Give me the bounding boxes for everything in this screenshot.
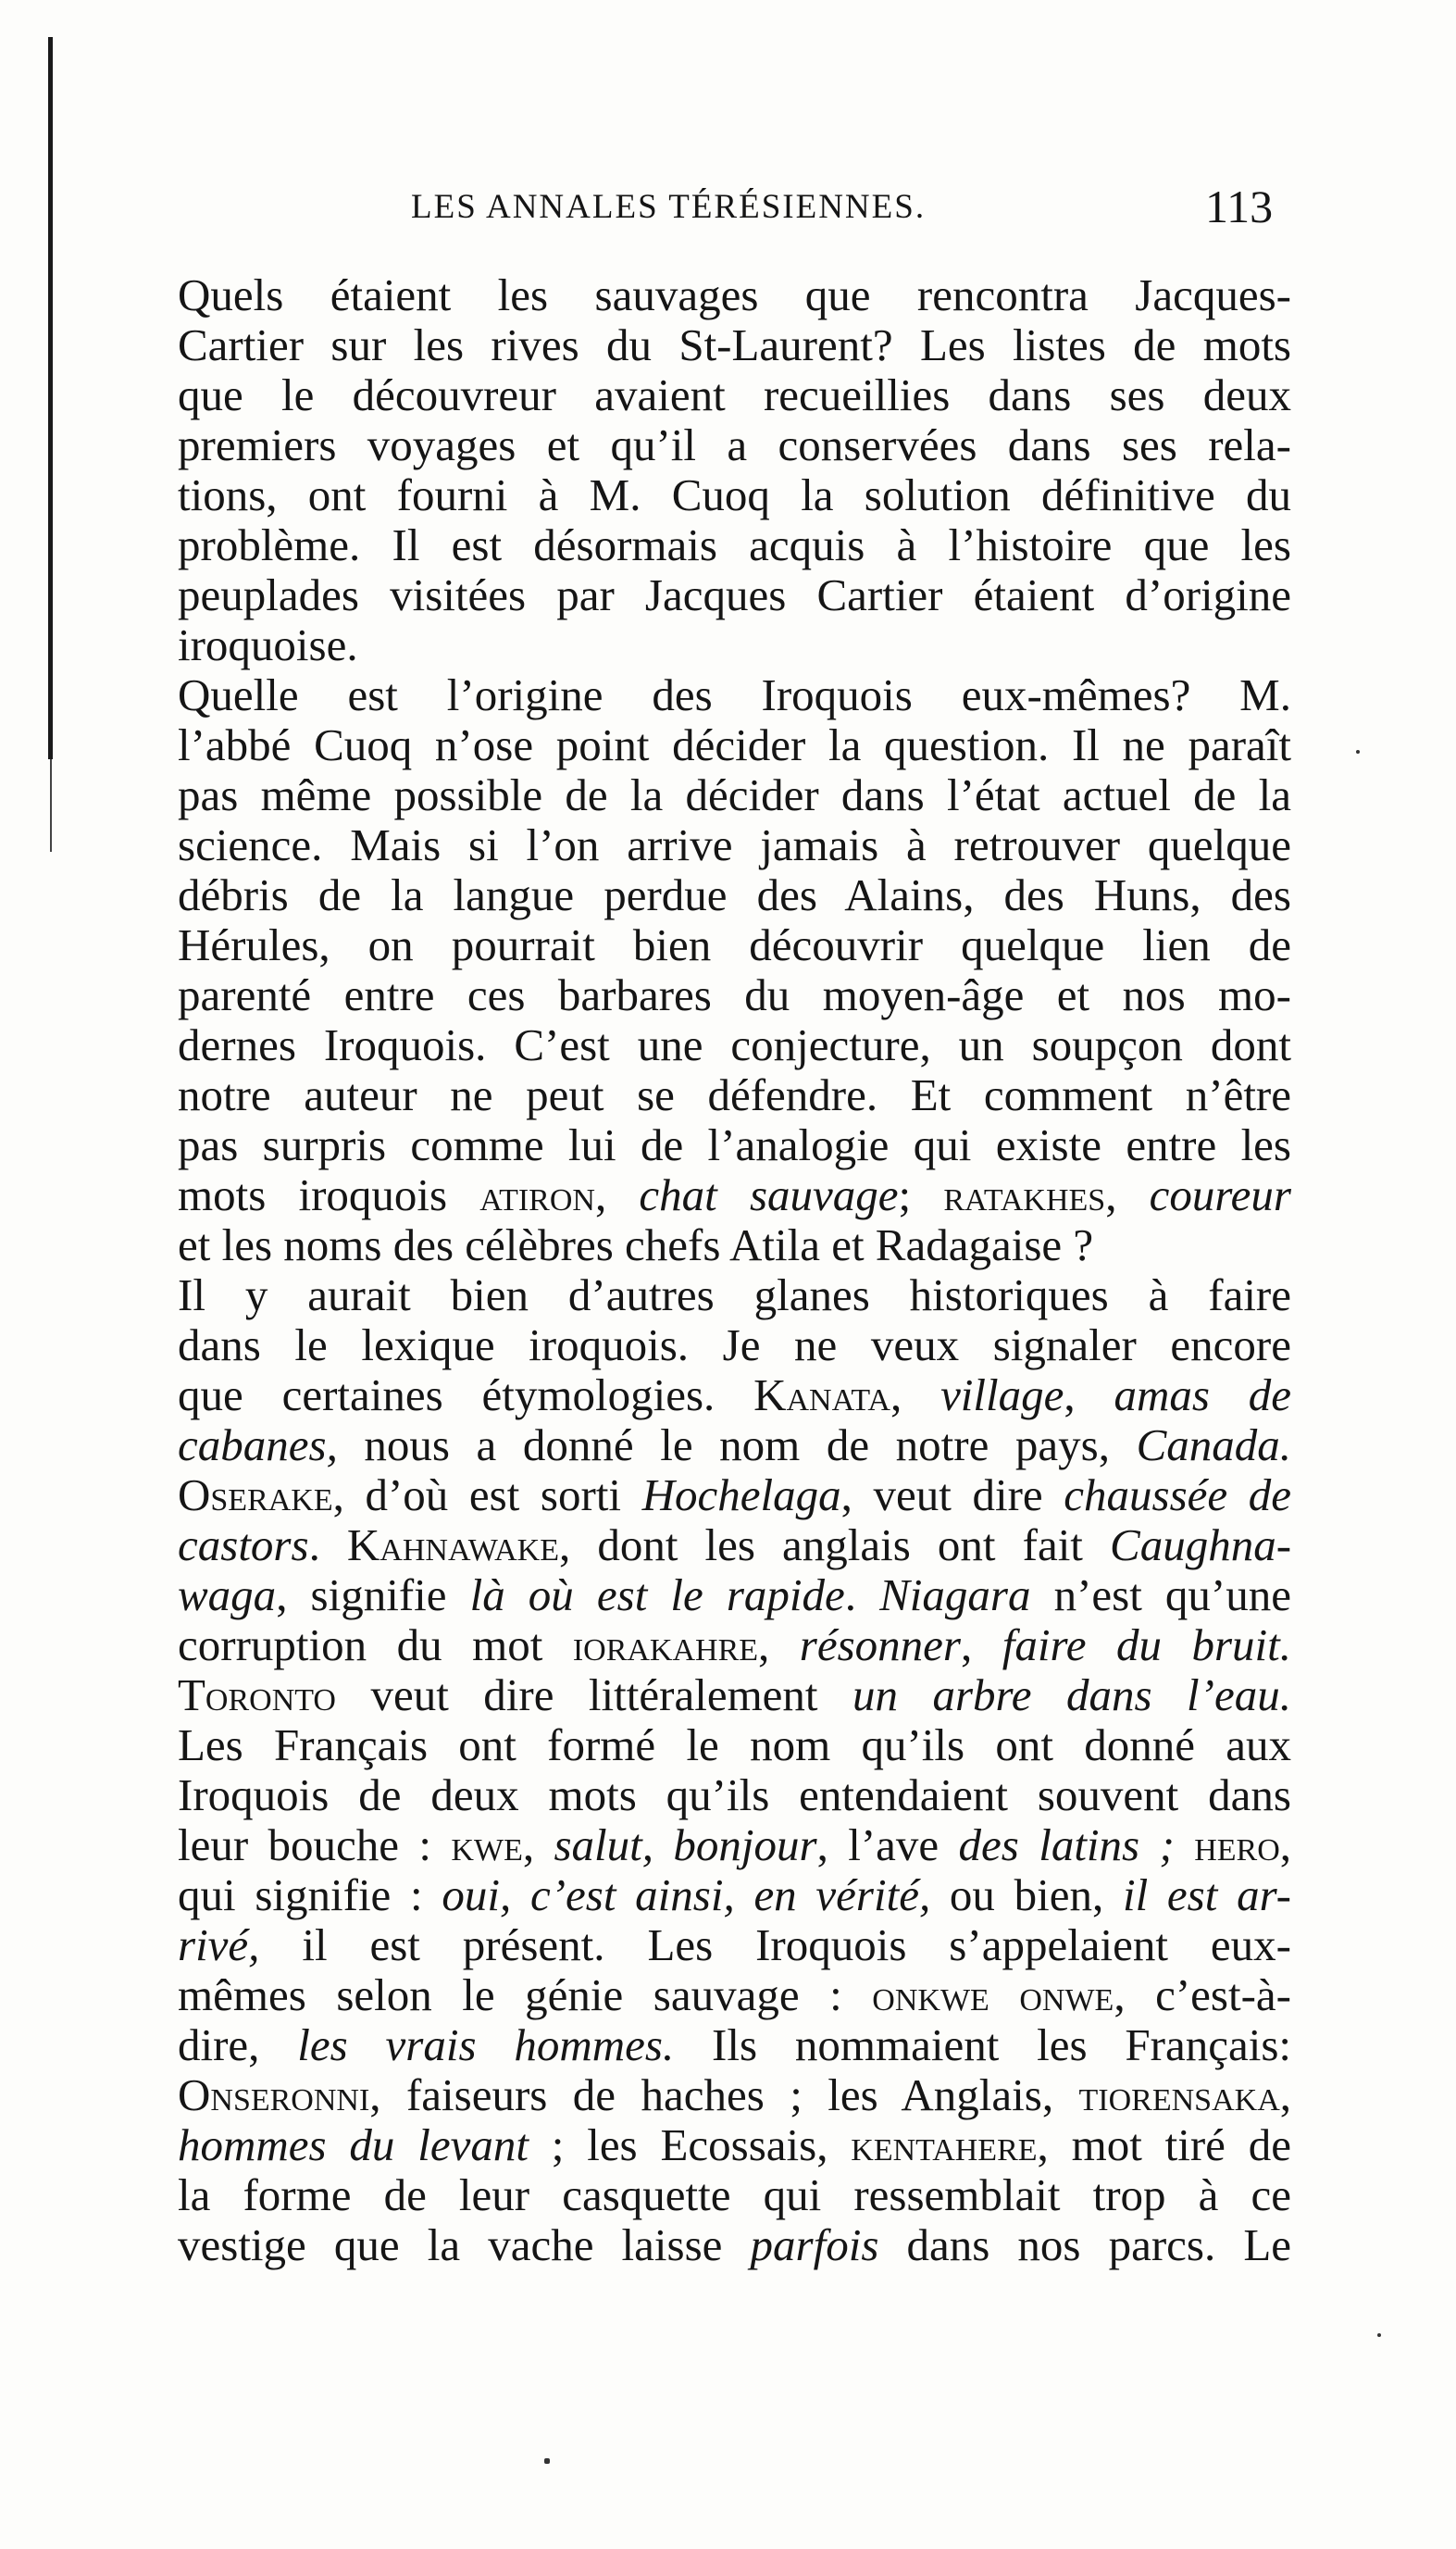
text-run <box>1175 1819 1194 1870</box>
text-run: ; <box>898 1169 944 1220</box>
italic-gloss: rivé, <box>178 1919 260 1970</box>
text-line: Cartier sur les rives du St-Laurent? Les listes de mots <box>178 319 1291 370</box>
text-line: la forme de leur casquette qui ressemblait trop à ce <box>178 2169 1291 2220</box>
text-run: ou bien, <box>930 1869 1123 1920</box>
text-line: dans le lexique iroquois. Je ne veux signaler encore <box>178 1319 1291 1370</box>
italic-gloss: coureur <box>1149 1169 1291 1220</box>
iroquois-term: kentahere <box>851 2119 1038 2170</box>
italic-gloss: parfois <box>750 2219 879 2270</box>
text-run: , <box>1279 1819 1291 1870</box>
italic-gloss: amas de <box>1114 1369 1292 1420</box>
iroquois-term: Kanata <box>753 1369 890 1420</box>
text-run: , d’où est sorti <box>332 1469 642 1520</box>
text-line <box>111 1970 1291 2020</box>
text-run: . <box>308 1519 347 1570</box>
text-line: premiers voyages et qu’il a conservées dans ses rela- <box>178 419 1291 470</box>
italic-gloss: résonner <box>799 1619 961 1670</box>
text-line <box>111 1470 1291 1520</box>
text-line: Les Français ont formé le nom qu’ils ont donné aux <box>178 1719 1291 1770</box>
italic-gloss: village <box>940 1369 1064 1420</box>
iroquois-term: hero <box>1194 1819 1280 1870</box>
text-line <box>111 1670 1291 1720</box>
text-line: notre auteur ne peut se défendre. Et comment n’être <box>178 1069 1291 1120</box>
text-run: dans nos parcs. Le <box>878 2219 1292 2270</box>
iroquois-term: Oserake <box>178 1469 333 1520</box>
italic-gloss: là où est le rapide <box>469 1569 845 1620</box>
text-run: , <box>522 1819 554 1870</box>
text-run: dire, <box>178 2019 298 2070</box>
running-header <box>0 181 1456 243</box>
text-line <box>111 1920 1291 1970</box>
text-run: , <box>1279 2069 1291 2120</box>
paragraph-3 <box>111 1270 1291 2270</box>
paragraph-2 <box>111 670 1291 1270</box>
iroquois-term: Toronto <box>178 1669 336 1720</box>
text-run: . <box>844 1569 880 1620</box>
text-line <box>111 2020 1291 2070</box>
text-line: iroquoise. <box>178 619 358 670</box>
text-line <box>111 2220 1291 2270</box>
text-line <box>111 1570 1291 1620</box>
text-run: , <box>961 1619 1002 1670</box>
text-line <box>111 1620 1291 1670</box>
text-run: qui signifie : <box>178 1869 442 1920</box>
text-run: ; les Ecossais, <box>528 2119 852 2170</box>
iroquois-term: Onseronni <box>178 2069 370 2120</box>
text-line: Quelle est l’origine des Iroquois eux-mêmes? M. <box>178 669 1291 720</box>
italic-gloss: faire du bruit. <box>1002 1619 1292 1670</box>
text-run: , veut dire <box>840 1469 1064 1520</box>
text-run: corruption du mot <box>178 1619 573 1670</box>
text-run: , <box>1064 1369 1114 1420</box>
text-line: Il y aurait bien d’autres glanes historiques à faire <box>178 1269 1291 1320</box>
iroquois-term: ratakhes <box>943 1169 1106 1220</box>
text-run: , signifie <box>276 1569 470 1620</box>
text-run: , mot tiré de <box>1037 2119 1291 2170</box>
text-line <box>111 1420 1291 1470</box>
text-run: vestige que la vache laisse <box>178 2219 751 2270</box>
text-line: problème. Il est désormais acquis à l’histoire que les <box>178 519 1291 570</box>
text-line: pas surpris comme lui de l’analogie qui existe entre les <box>178 1119 1291 1170</box>
text-line: pas même possible de la décider dans l’état actuel de la <box>178 769 1291 820</box>
italic-gloss: hommes du levant <box>178 2119 529 2170</box>
text-run: , <box>1105 1169 1150 1220</box>
text-line <box>111 2070 1291 2120</box>
italic-gloss: Caughna- <box>1110 1519 1292 1570</box>
print-speck <box>544 2458 550 2464</box>
italic-gloss: il est ar- <box>1122 1869 1291 1920</box>
text-run: nous a donné le nom de notre pays, <box>337 1419 1137 1470</box>
text-line: science. Mais si l’on arrive jamais à retrouver quelque <box>178 819 1291 870</box>
text-run: n’est qu’une <box>1030 1569 1291 1620</box>
text-line <box>111 1370 1291 1420</box>
print-speck <box>1356 750 1360 754</box>
italic-gloss: salut, bonjour <box>554 1819 817 1870</box>
text-line <box>111 1870 1291 1920</box>
page-edge-line <box>48 37 53 759</box>
italic-gloss: les vrais hommes. <box>297 2019 675 2070</box>
text-line <box>111 1520 1291 1570</box>
iroquois-term: Kahnawake <box>346 1519 559 1570</box>
paragraph-1 <box>111 270 1291 670</box>
text-run: leur bouche : <box>178 1819 452 1870</box>
italic-gloss: Canada. <box>1136 1419 1291 1470</box>
italic-gloss: castors <box>178 1519 309 1570</box>
italic-gloss: waga <box>178 1569 277 1620</box>
text-line: tions, ont fourni à M. Cuoq la solution définitive du <box>178 469 1291 520</box>
text-line <box>111 2120 1291 2170</box>
text-run: il est présent. Les Iroquois s’appelaient eux- <box>259 1919 1291 1970</box>
text-line <box>111 1170 1291 1220</box>
italic-gloss: Hochelaga <box>641 1469 841 1520</box>
text-run: , faiseurs de haches ; les Anglais, <box>369 2069 1079 2120</box>
text-line: Quels étaient les sauvages que rencontra Jacques- <box>178 269 1291 320</box>
text-line: peuplades visitées par Jacques Cartier étaient d’origine <box>178 569 1291 620</box>
iroquois-term: atiron <box>479 1169 595 1220</box>
iroquois-term: tiorensaka <box>1078 2069 1280 2120</box>
running-title: LES ANNALES TÉRÉSIENNES. <box>411 188 927 226</box>
text-line: dernes Iroquois. C’est une conjecture, un soupçon dont <box>178 1019 1291 1070</box>
text-run: , <box>758 1619 800 1670</box>
text-line: débris de la langue perdue des Alains, des Huns, des <box>178 869 1291 920</box>
page-number: 113 <box>1205 181 1274 232</box>
text-run: , dont les anglais ont fait <box>559 1519 1111 1570</box>
italic-gloss: chat sauvage <box>639 1169 899 1220</box>
italic-gloss: cabanes, <box>178 1419 338 1470</box>
italic-gloss: oui, c’est ainsi, en vérité, <box>442 1869 931 1920</box>
text-line: parenté entre ces barbares du moyen-âge et nos mo- <box>178 969 1291 1020</box>
italic-gloss: des latins ; <box>958 1819 1175 1870</box>
print-speck <box>1377 2333 1381 2337</box>
text-line <box>111 1820 1291 1870</box>
italic-gloss: un arbre dans l’eau. <box>852 1669 1291 1720</box>
italic-gloss: Niagara <box>879 1569 1031 1620</box>
text-run: , l’ave <box>816 1819 959 1870</box>
text-run: veut dire littéralement <box>335 1669 853 1720</box>
page-edge-line-lower <box>50 759 52 852</box>
text-line: Iroquois de deux mots qu’ils entendaient souvent dans <box>178 1769 1291 1820</box>
italic-gloss: chaussée de <box>1064 1469 1291 1520</box>
text-line: que le découvreur avaient recueillies dans ses deux <box>178 369 1291 420</box>
text-run: mêmes selon le génie sauvage : <box>178 1969 873 2020</box>
text-line: Hérules, on pourrait bien découvrir quelque lien de <box>178 919 1291 970</box>
text-line: l’abbé Cuoq n’ose point décider la question. Il ne paraît <box>178 719 1291 770</box>
text-run: que certaines étymologies. <box>178 1369 754 1420</box>
text-line: et les noms des célèbres chefs Atila et Radagaise ? <box>178 1219 1094 1270</box>
body-text <box>111 270 1291 2270</box>
text-run: , <box>890 1369 941 1420</box>
text-run: , <box>594 1169 640 1220</box>
text-run: , c’est-à- <box>1114 1969 1291 2020</box>
text-run: Ils nommaient les Français: <box>674 2019 1292 2070</box>
iroquois-term: kwe <box>451 1819 523 1870</box>
iroquois-term: onkwe onwe <box>872 1969 1114 2020</box>
iroquois-term: iorakahre <box>572 1619 759 1670</box>
text-run: mots iroquois <box>178 1169 480 1220</box>
